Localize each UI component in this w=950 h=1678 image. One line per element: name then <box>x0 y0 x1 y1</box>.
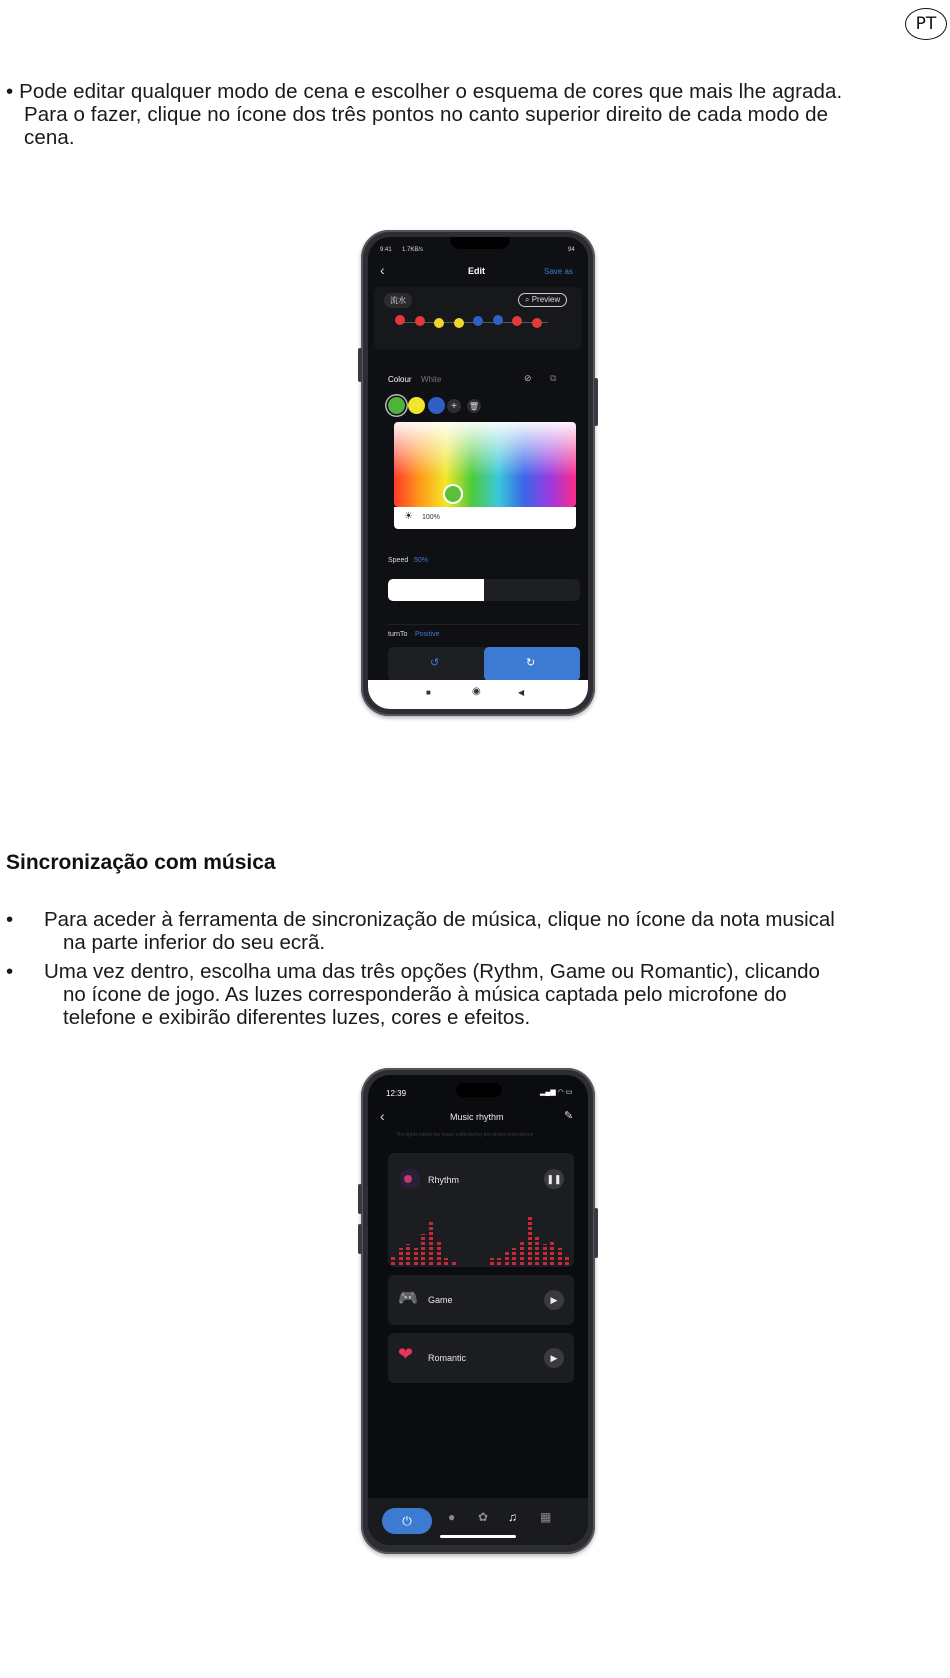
bullet2-line2: no ícone de jogo. As luzes corresponderão à música captada pelo microfone do <box>63 983 787 1006</box>
heart-icon: ❤ <box>398 1344 414 1364</box>
color-picker[interactable] <box>394 422 576 507</box>
music-screen <box>368 1075 588 1545</box>
bullet-item <box>6 960 946 1029</box>
phone-side-button <box>594 1208 598 1258</box>
bullet-item <box>6 908 946 954</box>
instructions-list <box>6 908 946 1035</box>
scene-tag: 流水 <box>384 293 412 308</box>
play-icon[interactable]: ▶ <box>544 1290 564 1310</box>
rhythm-label: Rhythm <box>428 1175 460 1185</box>
delete-color-icon[interactable]: 🗑 <box>467 399 481 413</box>
nav-back-icon[interactable]: ◀ <box>518 688 525 697</box>
game-card[interactable] <box>388 1275 574 1325</box>
bullet1-line2: na parte inferior do seu ecrã. <box>63 931 326 954</box>
edit-title: Edit <box>468 266 485 276</box>
bullet2-line3: telefone e exibirão diferentes luzes, cores e efeitos. <box>63 1006 531 1029</box>
power-icon[interactable]: ⏻ <box>382 1508 432 1534</box>
back-icon[interactable]: ‹ <box>380 1108 385 1124</box>
color-swatch[interactable] <box>428 397 445 414</box>
timer-tab-icon[interactable]: ▦ <box>540 1510 552 1524</box>
status-speed: 1.7KB/s <box>402 247 424 253</box>
bulb-tab-icon[interactable]: ● <box>448 1510 456 1524</box>
color-swatch[interactable] <box>408 397 425 414</box>
light-bulb <box>415 316 425 326</box>
gamepad-icon: 🎮 <box>398 1290 418 1307</box>
bullet-dot: • <box>6 908 14 931</box>
tab-white[interactable]: White <box>421 375 442 384</box>
phone-edit-screenshot <box>361 230 595 716</box>
phone-side-button <box>358 348 362 382</box>
bullet2-line1: Uma vez dentro, escolha uma das três opções (Rythm, Game ou Romantic), clicando <box>44 960 820 983</box>
copy-icon[interactable]: ⧉ <box>550 373 557 383</box>
home-icon[interactable]: ◉ <box>472 686 481 697</box>
picker-handle[interactable] <box>443 484 463 504</box>
equalizer-bar <box>437 1241 441 1266</box>
light-bulb <box>473 316 483 326</box>
home-indicator <box>440 1535 516 1538</box>
tab-colour[interactable]: Colour <box>388 375 412 384</box>
equalizer-bar <box>520 1241 524 1266</box>
light-bulb <box>493 315 503 325</box>
palette-tab-icon[interactable]: ✿ <box>478 1510 489 1524</box>
phone-side-button <box>594 378 598 426</box>
romantic-card[interactable] <box>388 1333 574 1383</box>
speed-value: 50% <box>414 557 429 564</box>
recents-icon[interactable]: ■ <box>426 688 431 697</box>
pause-icon[interactable]: ❚❚ <box>544 1169 564 1189</box>
equalizer-bar <box>452 1262 456 1266</box>
divider <box>388 624 580 625</box>
intro-line-3: cena. <box>24 126 75 149</box>
equalizer-bar <box>429 1220 433 1266</box>
status-time: 9:41 <box>380 247 392 253</box>
brightness-value: 100% <box>422 514 440 521</box>
phone-side-button <box>358 1224 362 1254</box>
equalizer-bar <box>490 1258 494 1265</box>
forward-icon[interactable]: ↻ <box>526 657 536 669</box>
phone-side-button <box>358 1184 362 1214</box>
equalizer-bar <box>414 1248 418 1266</box>
back-icon[interactable]: ‹ <box>380 262 385 278</box>
equalizer-bar <box>391 1255 395 1266</box>
rhythm-icon <box>400 1169 420 1189</box>
language-badge: PT <box>905 8 947 40</box>
notch <box>450 237 510 249</box>
equalizer-bar <box>505 1251 509 1265</box>
equalizer-bar <box>543 1244 547 1265</box>
equalizer <box>390 1209 572 1265</box>
intro-paragraph <box>6 80 946 149</box>
equalizer-bar <box>497 1258 501 1265</box>
equalizer-bar <box>565 1255 569 1266</box>
dynamic-island <box>456 1083 502 1097</box>
play-icon[interactable]: ▶ <box>544 1348 564 1368</box>
section-heading: Sincronização com música <box>6 851 276 874</box>
intro-line-2: Para o fazer, clique no ícone dos três pontos no canto superior direito de cada modo de <box>24 103 829 126</box>
equalizer-bar <box>421 1234 425 1266</box>
equalizer-bar <box>528 1216 532 1265</box>
turn-label: turnTo <box>388 631 408 638</box>
status-battery: 94 <box>568 247 575 253</box>
android-nav-bar <box>368 680 588 709</box>
speed-slider-fill[interactable] <box>388 579 484 601</box>
edit-icon[interactable]: ⊘ <box>524 373 532 383</box>
rhythm-card[interactable] <box>388 1153 574 1267</box>
edit-pencil-icon[interactable]: ✎ <box>564 1110 574 1122</box>
add-color-icon[interactable]: + <box>447 399 461 413</box>
music-note-tab-icon[interactable]: ♫ <box>508 1510 517 1524</box>
light-bulb <box>395 315 405 325</box>
equalizer-bar <box>399 1248 403 1266</box>
turn-value: Positive <box>415 631 440 638</box>
equalizer-bar <box>512 1248 516 1266</box>
edit-screen <box>368 237 588 709</box>
romantic-label: Romantic <box>428 1353 467 1363</box>
bullet-dot: • <box>6 960 14 983</box>
preview-label: Preview <box>531 295 561 304</box>
speed-label: Speed <box>388 557 409 564</box>
light-bulb <box>434 318 444 328</box>
equalizer-bar <box>558 1248 562 1266</box>
color-swatch[interactable] <box>388 397 405 414</box>
preview-button[interactable]: ⌕ Preview <box>518 293 567 307</box>
bullet1-line1: Para aceder à ferramenta de sincronização de música, clique no ícone da nota musical <box>44 908 835 931</box>
page-title: Music rhythm <box>450 1112 504 1122</box>
phone-music-screenshot <box>361 1068 595 1554</box>
status-time: 12:39 <box>386 1089 407 1098</box>
light-bulb <box>512 316 522 326</box>
equalizer-bar <box>406 1244 410 1265</box>
intro-line-1: • Pode editar qualquer modo de cena e escolher o esquema de cores que mais lhe agrada. <box>6 80 843 103</box>
light-bulb <box>454 318 464 328</box>
status-icons: ▂▄▆ ◠ ▭ <box>540 1089 573 1096</box>
save-as-button[interactable]: Save as <box>544 267 573 276</box>
game-label: Game <box>428 1295 453 1305</box>
equalizer-bar <box>444 1258 448 1265</box>
reverse-icon[interactable]: ↺ <box>430 657 440 669</box>
equalizer-bar <box>550 1241 554 1266</box>
light-bulb <box>532 318 542 328</box>
equalizer-bar <box>535 1237 539 1265</box>
subtitle: The lights follow the music collected by the phone microphone <box>396 1132 534 1138</box>
sun-icon: ☀ <box>404 511 413 522</box>
